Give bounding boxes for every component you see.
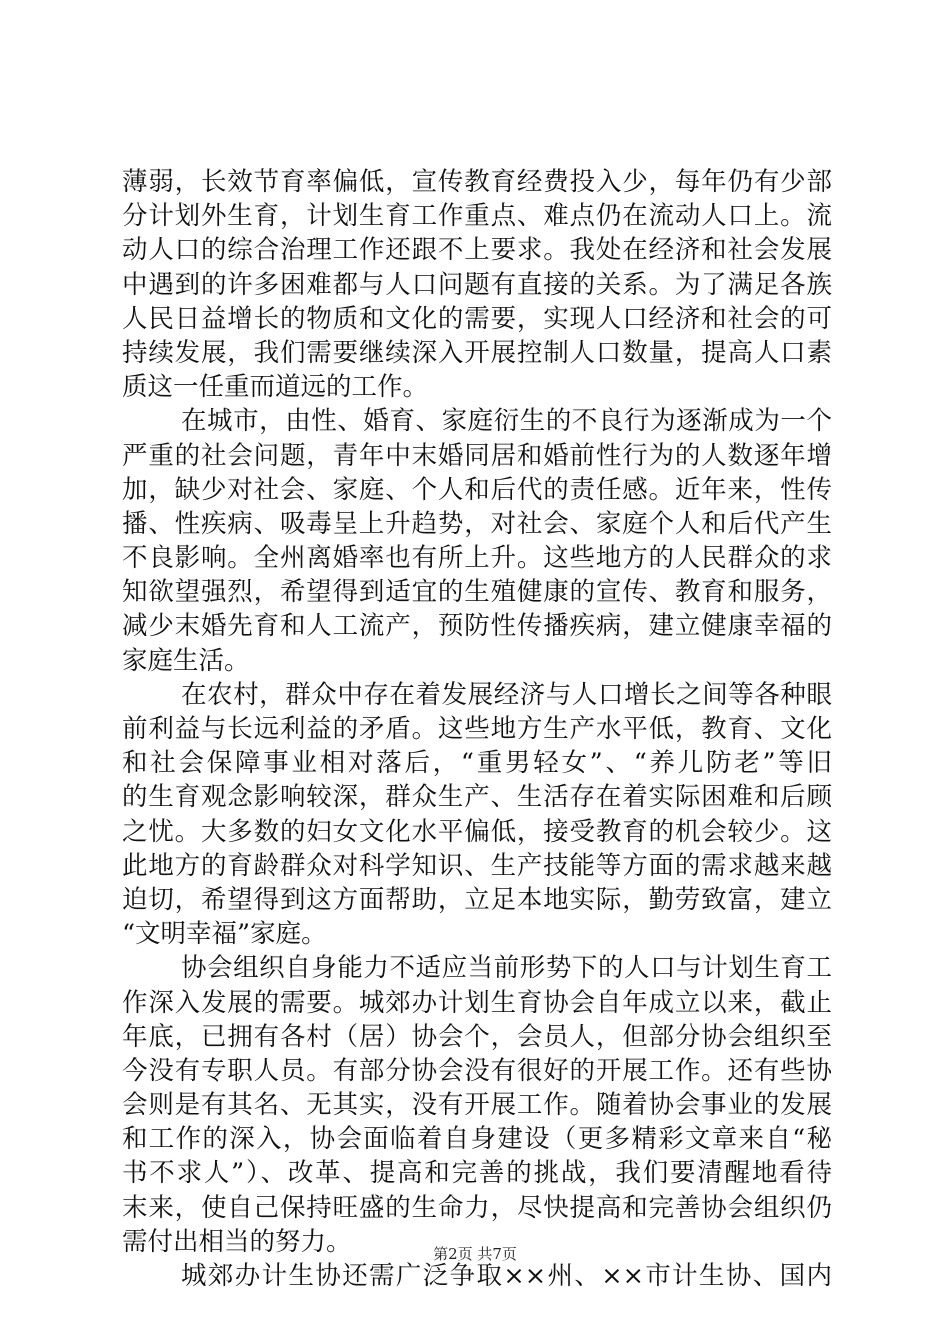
text-line: 和工作的深入，协会面临着自身建设（更多精彩文章来自“秘: [122, 1124, 832, 1155]
document-body: [122, 165, 832, 1293]
text-line: 加，缺少对社会、家庭、个人和后代的责任感。近年来，性传: [122, 474, 832, 505]
text-line: 城郊办计生协还需广泛争取××州、××市计生协、国内: [181, 1261, 832, 1291]
text-line: 严重的社会问题，青年中末婚同居和婚前性行为的人数逐年增: [122, 440, 832, 471]
text-line: 中遇到的许多困难都与人口问题有直接的关系。为了满足各族: [122, 269, 832, 300]
text-line: 薄弱，长效节育率偏低，宣传教育经费投入少，每年仍有少部: [122, 167, 832, 197]
text-line: 的生育观念影响较深，群众生产、生活存在着实际困难和后顾: [122, 782, 832, 813]
text-line: 此地方的育龄群众对科学知识、生产技能等方面的需求越来越: [122, 850, 832, 881]
text-line: 会则是有其名、无其实，没有开展工作。随着协会事业的发展: [122, 1090, 832, 1121]
text-line: 减少末婚先育和人工流产，预防性传播疾病，建立健康幸福的: [122, 611, 832, 642]
text-line: 人民日益增长的物质和文化的需要，实现人口经济和社会的可: [122, 303, 832, 334]
text-line: 末来，使自己保持旺盛的生命力，尽快提高和完善协会组织仍: [122, 1192, 832, 1223]
text-line: 年底，已拥有各村（居）协会个，会员人，但部分协会组织至: [122, 1021, 832, 1052]
text-line: 不良影响。全州离婚率也有所上升。这些地方的人民群众的求: [122, 543, 832, 574]
text-line: 家庭生活。: [122, 645, 250, 676]
text-line: 在农村，群众中存在着发展经济与人口增长之间等各种眼: [181, 679, 832, 710]
text-line: 需付出相当的努力。: [122, 1226, 352, 1257]
text-line: 播、性疾病、吸毒呈上升趋势，对社会、家庭个人和后代产生: [122, 508, 832, 539]
text-line: 今没有专职人员。有部分协会没有很好的开展工作。还有些协: [122, 1055, 832, 1086]
text-line: 迫切，希望得到这方面帮助，立足本地实际，勤劳致富，建立: [122, 884, 832, 915]
text-line: 和社会保障事业相对落后，“重男轻女”、“养儿防老”等旧: [122, 748, 832, 779]
text-line: 持续发展，我们需要继续深入开展控制人口数量，提高人口素: [122, 337, 832, 368]
page-footer: 第2页 共7页: [433, 1245, 517, 1263]
text-line: 协会组织自身能力不适应当前形势下的人口与计划生育工: [181, 953, 832, 984]
text-line: “文明幸福”家庭。: [122, 919, 327, 950]
text-line: 作深入发展的需要。城郊办计划生育协会自年成立以来，截止: [122, 987, 832, 1018]
text-line: 之忧。大多数的妇女文化水平偏低，接受教育的机会较少。这: [122, 816, 832, 847]
text-line: 书不求人”）、改革、提高和完善的挑战，我们要清醒地看待: [122, 1158, 832, 1189]
text-line: 前利益与长远利益的矛盾。这些地方生产水平低，教育、文化: [122, 714, 832, 744]
text-line: 质这一任重而道远的工作。: [122, 372, 429, 403]
text-line: 在城市，由性、婚育、家庭衍生的不良行为逐渐成为一个: [181, 406, 832, 437]
text-line: 知欲望强烈，希望得到适宜的生殖健康的宣传、教育和服务，: [122, 577, 832, 608]
text-line: 动人口的综合治理工作还跟不上要求。我处在经济和社会发展: [122, 235, 832, 266]
text-line: 分计划外生育，计划生育工作重点、难点仍在流动人口上。流: [122, 201, 832, 232]
